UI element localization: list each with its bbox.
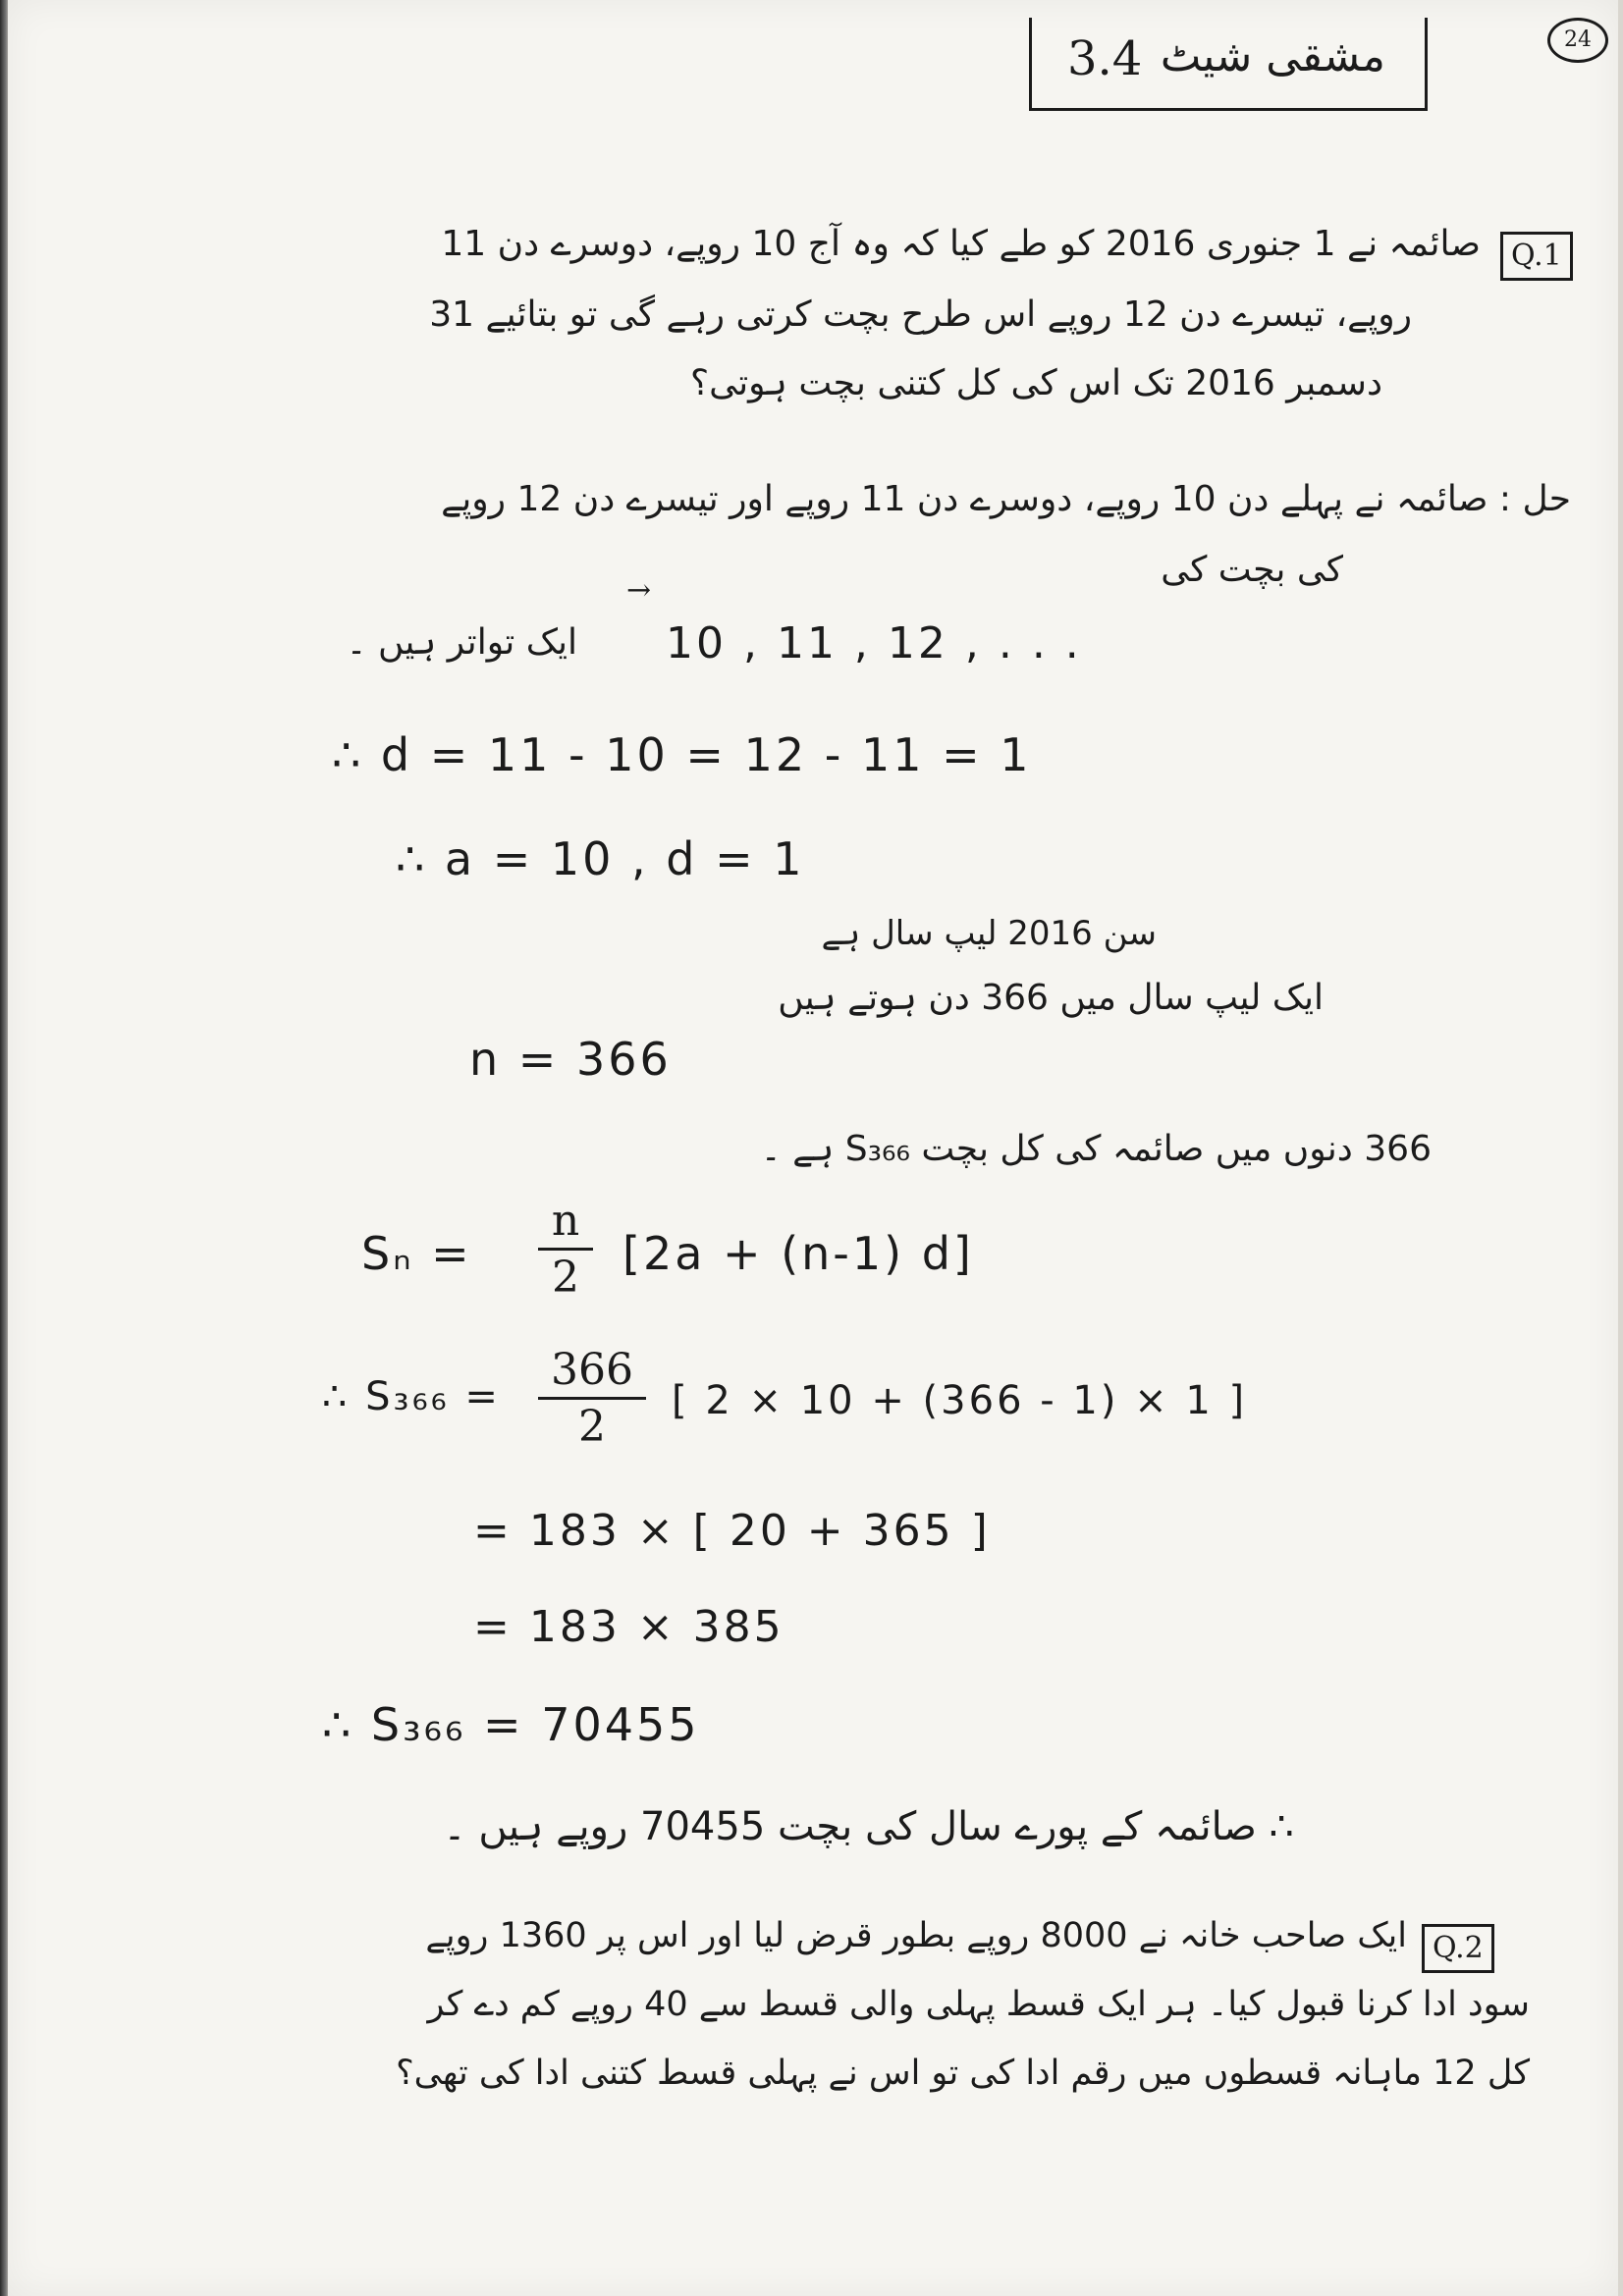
q2-question-line-3: کل 12 ماہانہ قسطوں میں رقم ادا کی تو اس نے پہلی قسط کتنی ادا کی تھی؟ [396,2054,1530,2093]
formula-denominator: 2 [552,1253,579,1303]
substitution-lhs: ∴ S₃₆₆ = [322,1374,501,1419]
fraction-bar [538,1248,593,1251]
solution-intro-line-2: کی بچت کی [1161,550,1343,590]
conclusion: ∴ صائمہ کے پورے سال کی بچت 70455 روپے ہیں ۔ [443,1804,1294,1849]
exercise-number: 3.4 [1067,31,1143,86]
arrow-icon: → [626,573,652,608]
step-2: = 183 × 385 [473,1602,784,1652]
page-number: 24 [1547,18,1608,63]
q1-question-line-3: دسمبر 2016 تک اس کی کل کتنی بچت ہوتی؟ [690,363,1382,403]
d-calculation: ∴ d = 11 - 10 = 12 - 11 = 1 [332,728,1032,781]
formula-rhs: [2a + (n-1) d] [622,1227,974,1280]
sequence: 10 , 11 , 12 , . . . [666,618,1082,668]
substitution-denominator: 2 [578,1402,606,1452]
substitution-rhs: [ 2 × 10 + (366 - 1) × 1 ] [672,1378,1248,1423]
worksheet-title-box [1029,18,1428,111]
q2-label: Q.2 [1422,1924,1494,1973]
sequence-note: ایک تواتر ہیں ۔ [346,622,577,663]
leap-year-line-1: سن 2016 لیپ سال ہے [821,914,1157,953]
solution-intro-line-1: حل : صائمہ نے پہلے دن 10 روپے، دوسرے دن 11 روپے اور تیسرے دن 12 روپے [441,479,1571,519]
formula-lhs: Sₙ = [361,1227,472,1280]
formula-numerator: n [551,1196,580,1246]
leap-year-line-2: ایک لیپ سال میں 366 دن ہوتے ہیں [778,978,1324,1018]
exercise-title: مشقی شیٹ [1160,31,1385,81]
result: ∴ S₃₆₆ = 70455 [322,1698,700,1751]
notebook-page [8,0,1618,2296]
a-d-values: ∴ a = 10 , d = 1 [396,832,805,885]
n-value: n = 366 [469,1033,672,1086]
total-savings-note: 366 دنوں میں صائمہ کی کل بچت S₃₆₆ ہے ۔ [760,1129,1432,1169]
substitution-fraction [538,1345,646,1452]
q2-question-line-2: سود ادا کرنا قبول کیا۔ ہر ایک قسط پہلی والی قسط سے 40 روپے کم دے کر [427,1985,1530,2024]
formula-fraction [538,1196,593,1303]
fraction-bar [538,1397,646,1400]
substitution-numerator: 366 [551,1345,633,1395]
q2-question-line-1: ایک صاحب خانہ نے 8000 روپے بطور قرض لیا اور اس پر 1360 روپے [425,1916,1407,1955]
q1-question-line-2: روپے، تیسرے دن 12 روپے اس طرح بچت کرتی رہے گی تو بتائیے 31 [429,294,1412,335]
q1-label: Q.1 [1500,232,1573,281]
q1-question-line-1: صائمہ نے 1 جنوری 2016 کو طے کیا کہ وہ آج 10 روپے، دوسرے دن 11 [441,224,1481,264]
step-1: = 183 × [ 20 + 365 ] [473,1506,991,1556]
